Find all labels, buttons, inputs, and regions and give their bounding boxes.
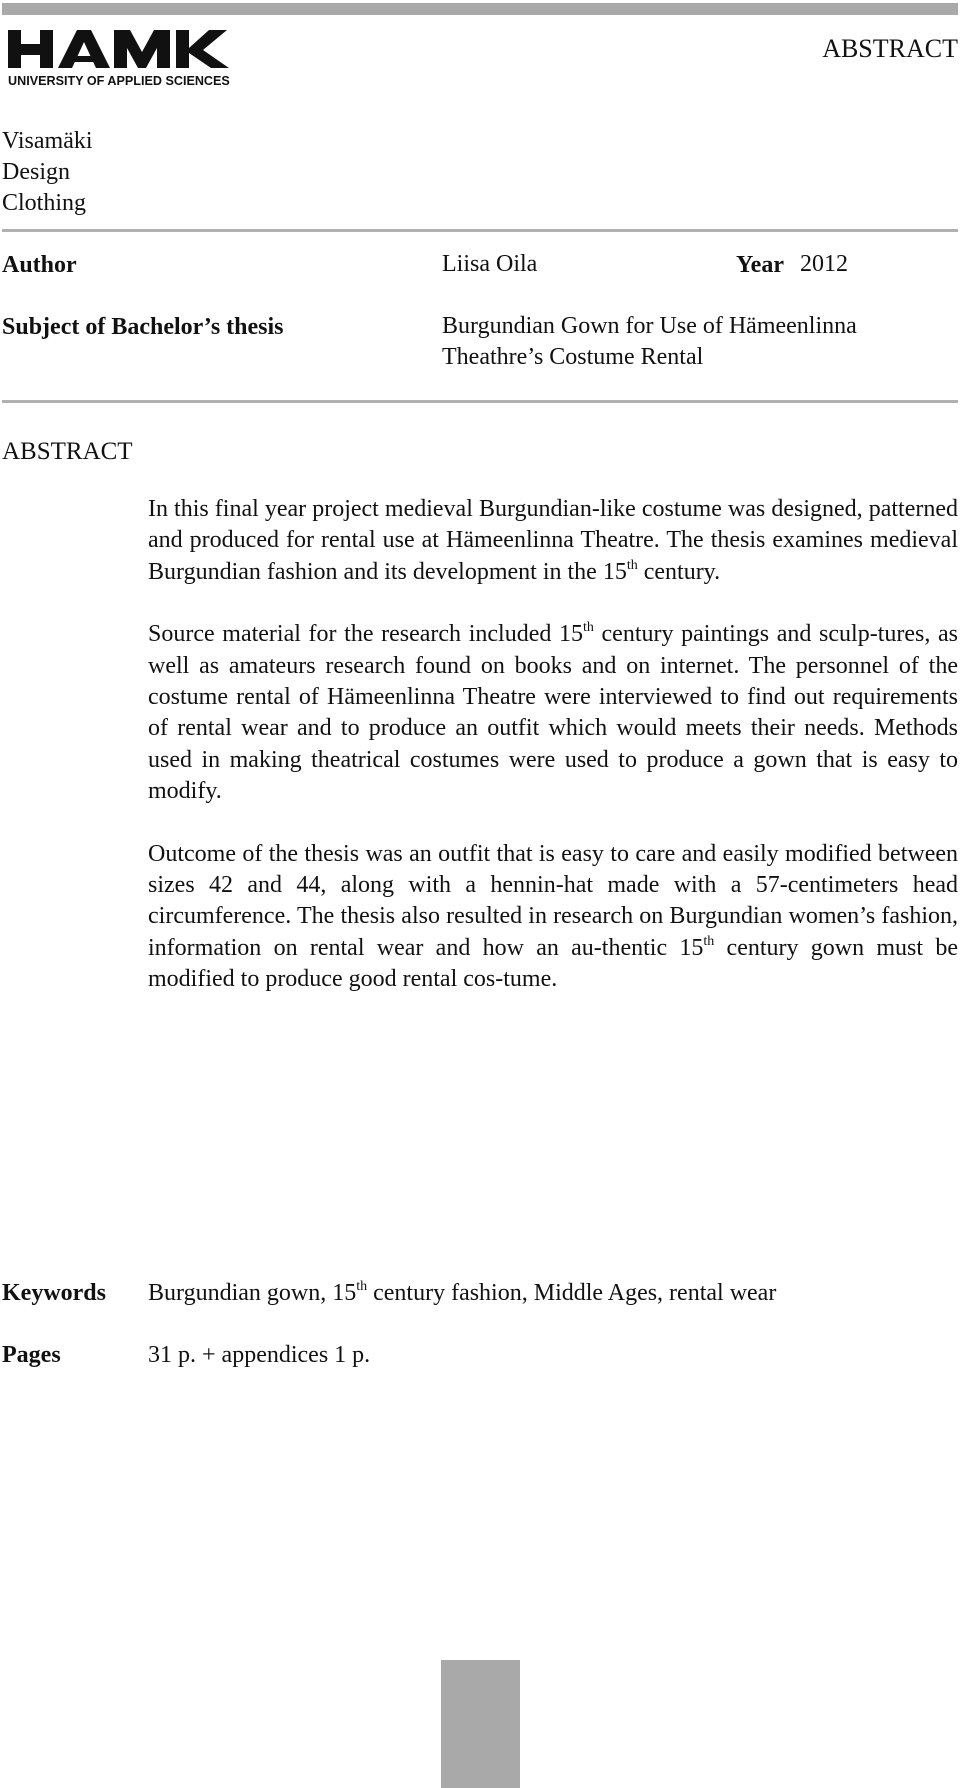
author-label: Author bbox=[2, 252, 77, 278]
subject-label: Subject of Bachelor’s thesis bbox=[2, 314, 284, 340]
document-type: ABSTRACT bbox=[822, 34, 958, 63]
author-value: Liisa Oila bbox=[442, 251, 538, 277]
unit-specialisation: Clothing bbox=[2, 190, 87, 216]
hamk-logo bbox=[6, 26, 246, 88]
abstract-paragraph: Source material for the research included 15th century paintings and sculp-tures, as well as amateurs research found on books and on internet. The personnel of the costume rental of Hämeenlinna Theatre were interviewed to find out requirements of rental wear and to produce an outfit which would meets their needs. Methods used in making theatrical costumes were used to produce a gown that is easy to modify. bbox=[148, 620, 958, 805]
abstract-paragraph: In this final year project medieval Burgundian-like costume was designed, patterned and produced for rental use at Hämeenlinna Theatre. The thesis examines medieval Burgundian fashion and its development in the 15th century. bbox=[148, 496, 958, 585]
section-divider bbox=[2, 229, 958, 232]
hamk-logo-icon bbox=[6, 26, 246, 72]
section-divider bbox=[2, 400, 958, 403]
unit-campus: Visamäki bbox=[2, 128, 93, 154]
pages-value: 31 p. + appendices 1 p. bbox=[148, 1342, 371, 1368]
unit-programme: Design bbox=[2, 159, 70, 185]
page-number-tab bbox=[441, 1660, 520, 1788]
subject-value-line: Theathre’s Costume Rental bbox=[442, 344, 704, 370]
year-label: Year bbox=[736, 252, 784, 278]
abstract-body bbox=[148, 494, 958, 1027]
keywords-value: Burgundian gown, 15th century fashion, Middle Ages, rental wear bbox=[148, 1279, 777, 1306]
year-value: 2012 bbox=[800, 251, 848, 277]
abstract-paragraph: Outcome of the thesis was an outfit that is easy to care and easily modified between sizes 42 and 44, along with a hennin-hat made with a 57-centimeters head circumference. The thesis also resulted in research on Burgundian women’s fashion, information on rental wear and how an au-thentic 15th century gown must be modified to produce good rental cos-tume. bbox=[148, 840, 958, 993]
top-rule bbox=[2, 3, 958, 15]
subject-value-line: Burgundian Gown for Use of Hämeenlinna bbox=[442, 313, 857, 339]
abstract-heading: ABSTRACT bbox=[2, 438, 133, 465]
degree-programme bbox=[2, 126, 93, 219]
logo-subtitle: UNIVERSITY OF APPLIED SCIENCES bbox=[8, 74, 230, 88]
keywords-label: Keywords bbox=[2, 1280, 106, 1306]
subject-value bbox=[442, 311, 857, 373]
pages-label: Pages bbox=[2, 1342, 61, 1368]
